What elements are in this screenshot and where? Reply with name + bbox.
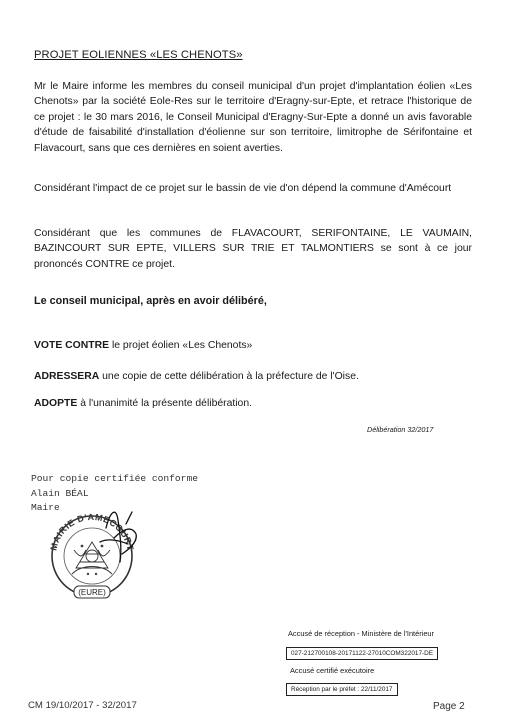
- adopte-keyword: ADOPTE: [34, 398, 78, 409]
- svg-text:MAIRIE D'AMECOURT: MAIRIE D'AMECOURT: [48, 511, 136, 552]
- adresse-text: une copie de cette délibération à la préfecture de l'Oise.: [99, 371, 359, 382]
- adresse-line: [34, 371, 359, 382]
- document-title: PROJET EOLIENNES «LES CHENOTS»: [34, 49, 243, 61]
- adopte-line: [34, 398, 252, 409]
- mairie-seal: [36, 498, 148, 606]
- reception-id-box: [286, 642, 476, 660]
- reception-certifie: Accusé certifié exécutoire: [290, 666, 375, 675]
- signature-copie: Pour copie certifiée conforme: [31, 473, 198, 484]
- vote-keyword: VOTE CONTRE: [34, 340, 110, 351]
- conseil-statement: Le conseil municipal, après en avoir délibéré,: [34, 295, 267, 307]
- reception-title: Accusé de réception - Ministère de l'Intérieur: [288, 629, 435, 638]
- adresse-keyword: ADRESSERA: [34, 371, 100, 382]
- deliberation-reference: Délibération 32/2017: [367, 425, 434, 434]
- paragraph-communes: Considérant que les communes de FLAVACOURT, SERIFONTAINE, LE VAUMAIN, BAZINCOURT SUR EPTE, VILLERS SUR TRIE ET TALMONTIERS se sont à ce jour prononcés CONTRE ce projet.: [34, 228, 472, 270]
- vote-line: [34, 340, 252, 351]
- vote-text: le projet éolien «Les Chenots»: [109, 340, 253, 351]
- footer-cm-reference: CM 19/10/2017 - 32/2017: [28, 700, 137, 711]
- reception-id: 027-212700108-20171122-27010COM322017-DE: [286, 647, 438, 660]
- signature-role: Maire: [31, 502, 60, 513]
- paragraph-historique: Mr le Maire informe les membres du conseil municipal d'un projet d'implantation éolien «Les Chenots» par la société Eole-Res sur le territoire d'Eragny-sur-Epte, et retrace l'historique de ce projet : le 30 mars 2016, le Conseil Municipal d'Eragny-Sur-Epte a donné un avis favorable d'étude de faisabilité d'installation d'éolienne sur son territoire, limitrophe de Sérifontaine et Flavacourt, sans que ces dernières en soient averties.: [34, 81, 472, 154]
- reception-prefet: Réception par le préfet : 22/11/2017: [286, 683, 398, 696]
- reception-block: [286, 629, 476, 696]
- signature-name: Alain BÉAL: [31, 488, 89, 499]
- adopte-text: à l'unanimité la présente délibération.: [77, 398, 253, 409]
- reception-prefet-box: [286, 678, 476, 696]
- svg-text:(EURE): (EURE): [78, 588, 106, 597]
- paragraph-impact: Considérant l'impact de ce projet sur le bassin de vie d'on dépend la commune d'Amécourt: [34, 183, 452, 194]
- page-number: Page 2: [433, 701, 465, 712]
